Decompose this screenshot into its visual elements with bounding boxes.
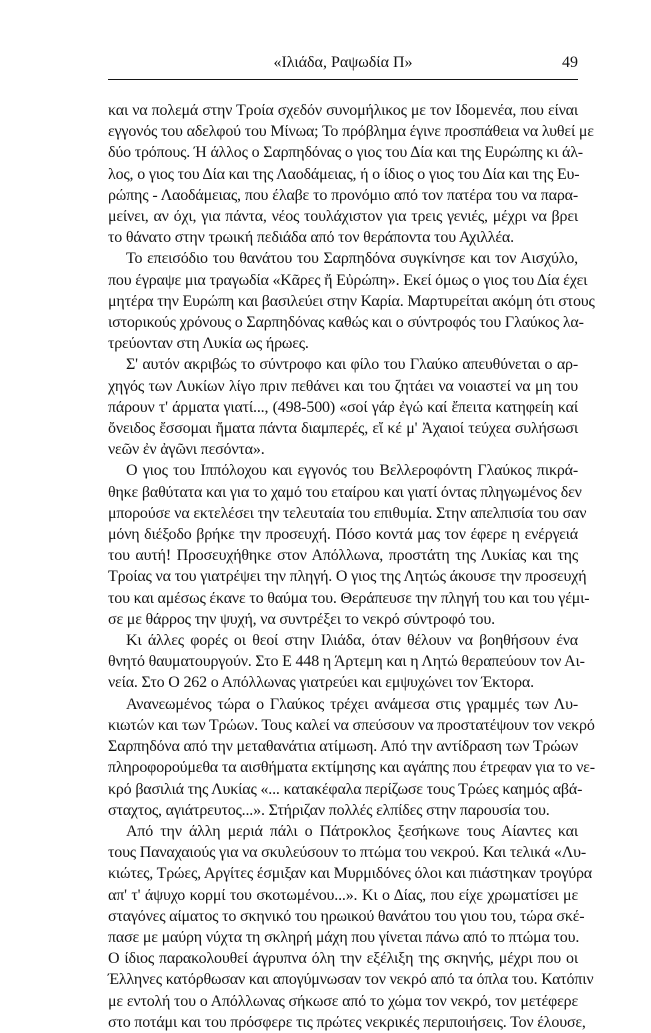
text-line: Σ' αυτόν ακριβώς το σύντροφο και φίλο του Γλαύκο απευθύνεται ο αρ- bbox=[126, 356, 578, 374]
paragraph bbox=[108, 694, 595, 821]
paragraph bbox=[108, 248, 595, 354]
text-line: κιωτών και των Τρώων. Τους καλεί να σπεύσουν να προστατέψουν τον νεκρό bbox=[108, 716, 595, 734]
text-line: τρεύονταν στη Λυκία ως ήρωες. bbox=[108, 335, 309, 353]
text-line: πασε με μαύρη νύχτα τη σκληρή μάχη που γίνεται πάνω από το πτώμα του. bbox=[108, 928, 580, 946]
text-line: το θάνατο στην τρωική πεδιάδα από τον θεράποντα του Αχιλλέα. bbox=[108, 229, 514, 247]
text-line: Το επεισόδιο του θανάτου του Σαρπηδόνα συγκίνησε και τον Αισχύλο, bbox=[126, 250, 578, 268]
text-line: με εντολή του ο Απόλλωνας σήκωσε από το χώμα τον νεκρό, τον μετέφερε bbox=[108, 992, 578, 1010]
text-line: θηκε βαθύτατα και για το χαμό του εταίρου και γιατί όντας πληγωμένος δεν bbox=[108, 483, 582, 501]
text-line: μόνη διέξοδο βρήκε την προσευχή. Πόσο κοντά μας τον έφερε η ενέργειά bbox=[108, 526, 578, 544]
text-line: σε με θάρρος την ψυχή, να συντρέξει το νεκρό σύντροφό του. bbox=[108, 610, 495, 628]
text-line: θνητό θαυματουργούν. Στο Ε 448 η Άρτεμη και η Λητώ θεραπεύουν τον Αι- bbox=[108, 653, 585, 671]
text-line: ιστορικούς χρόνους ο Σαρπηδόνας καθώς και ο σύντροφός του Γλαύκος λα- bbox=[108, 314, 584, 332]
text-line: νεῶν ἐν ἀγῶνι πεσόντα». bbox=[108, 441, 265, 459]
text-line: πληροφορούμεθα τα αισθήματα εκτίμησης και αγάπης που έτρεφαν για το νε- bbox=[108, 759, 595, 777]
text-line: χηγός των Λυκίων λίγο πριν πεθάνει και του ζητάει να νοιαστεί να μη του bbox=[108, 377, 578, 395]
text-line: μπορούσε να εκτελέσει την τελευταία του επιθυμία. Στην απελπισία του σαν bbox=[108, 504, 587, 522]
text-line: Σαρπηδόνα από την μεταθανάτια ατίμωση. Από την αντίδραση των Τρώων bbox=[108, 738, 578, 756]
running-header bbox=[108, 54, 578, 76]
text-line: του αυτή! Προσευχήθηκε στον Απόλλωνα, προστάτη της Λυκίας και της bbox=[108, 547, 578, 565]
text-line: σταγόνες αίματος το σκηνικό του ηρωικού θανάτου του γιου του, τώρα σκέ- bbox=[108, 907, 585, 925]
text-line: Ανανεωμένος τώρα ο Γλαύκος τρέχει ανάμεσα στις γραμμές των Λυ- bbox=[126, 695, 578, 713]
text-line: ὄνειδος ἔσσομαι ἤματα πάντα διαμπερές, εἴ κέ μ' Ἀχαιοί τεύχεα συλήσωσι bbox=[108, 420, 578, 438]
text-line: πάρουν τ' άρματα γιατί..., (498-500) «σοί γάρ ἐγώ καί ἔπειτα κατηφείη καί bbox=[108, 398, 578, 416]
text-line: Τροίας να του γιατρέψει την πληγή. Ο γιος της Λητώς άκουσε την προσευχή bbox=[108, 568, 587, 586]
body-text bbox=[108, 100, 595, 1033]
header-rule bbox=[108, 79, 578, 80]
text-line: λος, ο γιος του Δία και της Λαοδάμειας, ή ο ίδιος ο γιος του Δία και της Ευ- bbox=[108, 165, 580, 183]
text-line: που έγραψε μια τραγωδία «Κᾶρες ἤ Εὐρώπη». Εκεί όμως ο γιος του Δία έχει bbox=[108, 271, 588, 289]
text-line: Κι άλλες φορές οι θεοί στην Ιλιάδα, όταν θέλουν να βοηθήσουν ένα bbox=[126, 632, 578, 650]
text-line: τους Παναχαιούς για να σκυλεύσουν το πτώμα του νεκρού. Και τελικά «Λυ- bbox=[108, 844, 587, 862]
text-line: δύο τρόπους. Ή άλλος ο Σαρπηδόνας ο γιος του Δία και της Ευρώπης κι άλ- bbox=[108, 144, 583, 162]
text-line: απ' τ' άψυχο κορμί του σκοτωμένου...». Κι ο Δίας, που είχε χρωματίσει με bbox=[108, 886, 578, 904]
text-line: σταχτος, αγιάτρευτος...». Στήριζαν πολλές ελπίδες στην παρουσία του. bbox=[108, 801, 550, 819]
text-line: μείνει, αν όχι, για πάντα, νέος τουλάχιστον για τρεις γενιές, μέχρι να βρει bbox=[108, 208, 578, 226]
running-title: «Ιλιάδα, Ραψωδία Π» bbox=[273, 54, 413, 71]
text-line: Ο γιος του Ιππόλοχου και εγγονός του Βελλεροφόντη Γλαύκος πικρά- bbox=[126, 462, 578, 480]
text-line: κρό βασιλιά της Λυκίας «... κατακέφαλα περίζωσε τους Τρώες καημός αβά- bbox=[108, 780, 583, 798]
text-line: Από την άλλη μεριά πάλι ο Πάτροκλος ξεσήκωνε τους Αίαντες και bbox=[126, 822, 578, 840]
page-number: 49 bbox=[562, 54, 578, 71]
text-line: του και αμέσως έκανε το θαύμα του. Θεράπευσε την πληγή του και του γέμι- bbox=[108, 589, 590, 607]
paragraph bbox=[108, 460, 590, 630]
paragraph bbox=[108, 821, 594, 1033]
text-line: και να πολεμά στην Τροία σχεδόν συνομήλικος με τον Ιδομενέα, που είναι bbox=[108, 102, 578, 119]
text-line: στο ποτάμι και του πρόσφερε τις πρώτες νεκρικές περιποιήσεις. Τον έλουσε, bbox=[108, 1013, 586, 1031]
paragraph bbox=[108, 630, 585, 694]
text-line: ρώπης - Λαοδάμειας, που έλαβε το προνόμιο από τον πατέρα του να παρα- bbox=[108, 186, 578, 204]
paragraph bbox=[108, 100, 594, 248]
text-line: εγγονός του αδελφού του Μίνωα; Το πρόβλημα έγινε προσπάθεια να λυθεί με bbox=[108, 123, 594, 141]
paragraph bbox=[108, 354, 578, 460]
text-line: μητέρα την Ευρώπη και βασιλεύει στην Καρία. Μαρτυρείται ακόμη ότι στους bbox=[108, 292, 595, 310]
text-line: Ο ίδιος παρακολουθεί άγρυπνα όλη την εξέλιξη της σκηνής, μέχρι που οι bbox=[108, 950, 578, 968]
text-line: κιώτες, Τρώες, Αργίτες έσμιξαν και Μυρμιδόνες όλοι και πιάστηκαν τρογύρα bbox=[108, 865, 593, 883]
text-line: Έλληνες κατόρθωσαν και απογύμνωσαν τον νεκρό από τα όπλα του. Κατόπιν bbox=[108, 971, 594, 989]
text-line: νεία. Στο Ο 262 ο Απόλλωνας γιατρεύει και εμψυχώνει τον Έκτορα. bbox=[108, 674, 534, 692]
